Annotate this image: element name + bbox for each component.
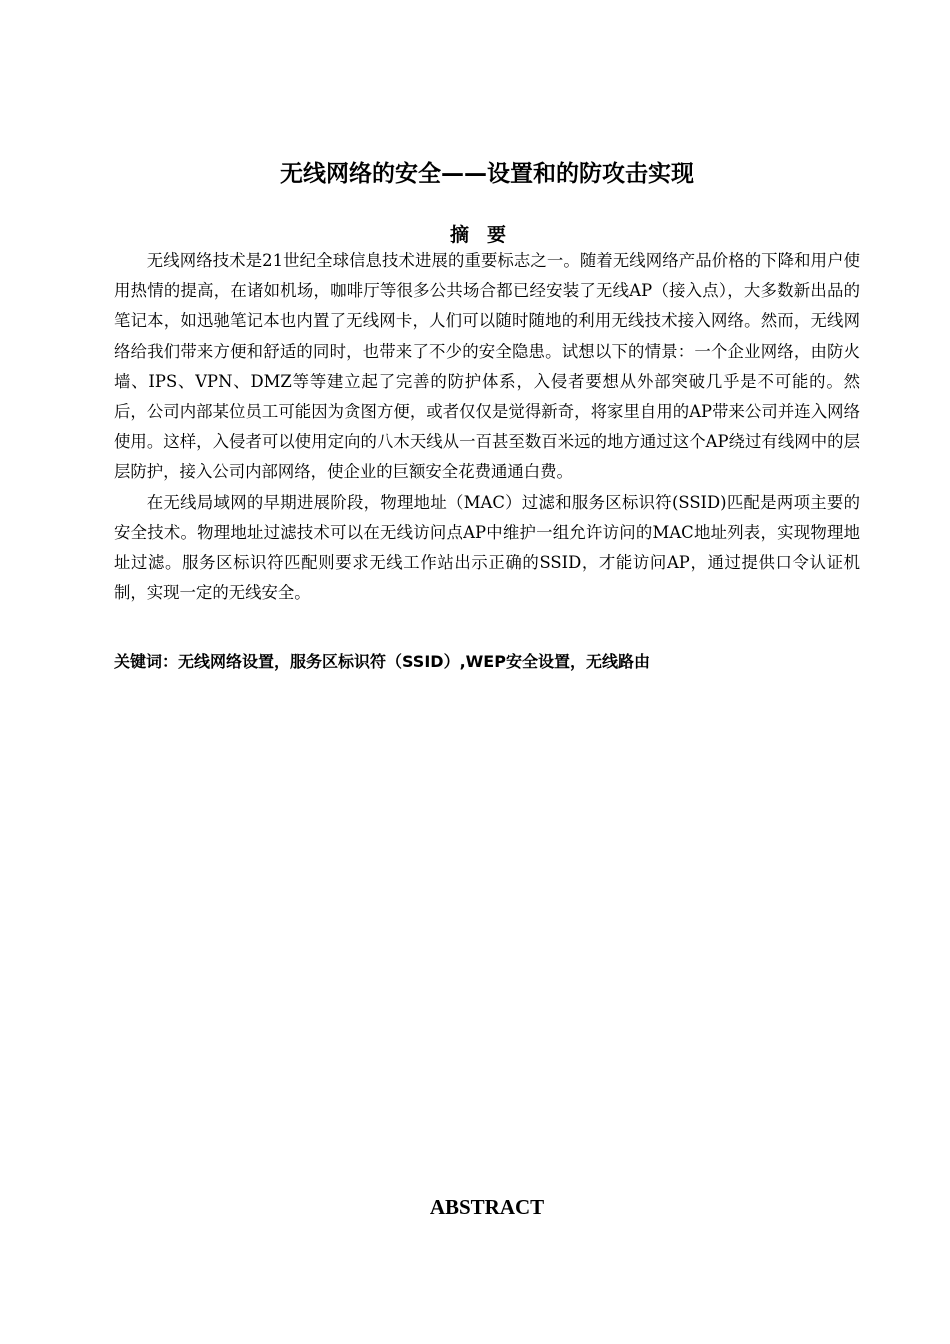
abstract-body	[114, 246, 860, 608]
english-abstract-heading: ABSTRACT	[429, 1195, 545, 1219]
abstract-heading: 摘要	[449, 224, 524, 246]
abstract-paragraph: 无线网络技术是21世纪全球信息技术进展的重要标志之一。随着无线网络产品价格的下降和用户使用热情的提高，在诸如机场，咖啡厅等很多公共场合都已经安装了无线AP（接入点），大多数新出品的笔记本，如迅驰笔记本也内置了无线网卡，人们可以随时随地的利用无线技术接入网络。然而，无线网络给我们带来方便和舒适的同时，也带来了不少的安全隐患。试想以下的情景：一个企业网络，由防火墙、IPS、VPN、DMZ等等建立起了完善的防护体系，入侵者要想从外部突破几乎是不可能的。然后，公司内部某位员工可能因为贪图方便，或者仅仅是觉得新奇，将家里自用的AP带来公司并连入网络使用。这样，入侵者可以使用定向的八木天线从一百甚至数百米远的地方通过这个AP绕过有线网中的层层防护，接入公司内部网络，使企业的巨额安全花费通通白费。	[114, 251, 860, 482]
abstract-paragraph: 在无线局域网的早期进展阶段，物理地址（MAC）过滤和服务区标识符(SSID)匹配是两项主要的安全技术。物理地址过滤技术可以在无线访问点AP中维护一组允许访问的MAC地址列表，实现物理地址过滤。服务区标识符匹配则要求无线工作站出示正确的SSID，才能访问AP，通过提供口令认证机制，实现一定的无线安全。	[114, 492, 860, 603]
document-title: 无线网络的安全——设置和的防攻击实现	[280, 161, 694, 187]
keywords-line: 关键词：无线网络设置，服务区标识符（SSID）,WEP安全设置，无线路由	[114, 652, 650, 671]
